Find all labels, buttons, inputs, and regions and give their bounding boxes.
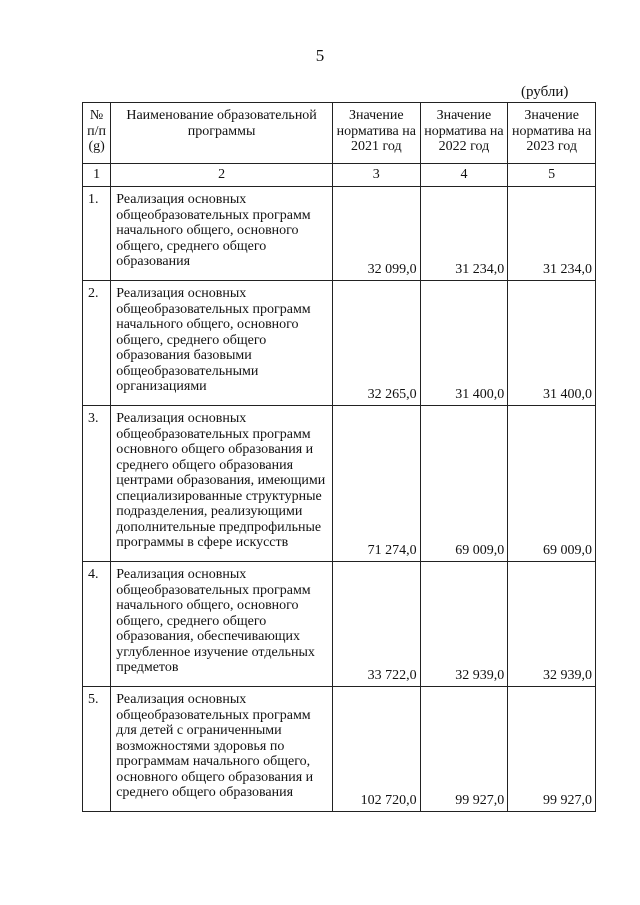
value-2022: 99 927,0 <box>420 687 508 812</box>
table-row <box>83 562 596 687</box>
column-number: 2 <box>111 164 333 187</box>
column-number: 3 <box>332 164 420 187</box>
value-2023: 31 400,0 <box>508 281 596 406</box>
value-2021: 33 722,0 <box>332 562 420 687</box>
value-2022: 32 939,0 <box>420 562 508 687</box>
row-number: 2. <box>83 281 111 406</box>
header-2023: Значение норматива на 2023 год <box>508 103 596 164</box>
column-number: 4 <box>420 164 508 187</box>
program-name: Реализация основных общеобразовательных программ начального общего, основного общего, среднего общего образования базовыми общеобразовательными организациями <box>111 281 333 406</box>
program-name: Реализация основных общеобразовательных программ начального общего, основного общего, среднего общего образования <box>111 187 333 281</box>
program-name: Реализация основных общеобразовательных программ для детей с ограниченными возможностями здоровья по программам начального общего, основного общего образования и среднего общего образования <box>111 687 333 812</box>
program-name: Реализация основных общеобразовательных программ начального общего, основного общего, среднего общего образования, обеспечивающих углубленное изучение отдельных предметов <box>111 562 333 687</box>
row-number: 4. <box>83 562 111 687</box>
value-2021: 71 274,0 <box>332 406 420 562</box>
units-label: (рубли) <box>521 84 569 100</box>
row-number: 1. <box>83 187 111 281</box>
norms-table <box>82 102 596 812</box>
value-2021: 102 720,0 <box>332 687 420 812</box>
value-2022: 69 009,0 <box>420 406 508 562</box>
table-row <box>83 281 596 406</box>
page-number: 5 <box>315 46 325 65</box>
column-number: 5 <box>508 164 596 187</box>
row-number: 5. <box>83 687 111 812</box>
value-2023: 69 009,0 <box>508 406 596 562</box>
header-name: Наименование образовательной программы <box>111 103 333 164</box>
value-2021: 32 099,0 <box>332 187 420 281</box>
value-2023: 99 927,0 <box>508 687 596 812</box>
table-row <box>83 687 596 812</box>
column-number-row <box>83 164 596 187</box>
value-2023: 32 939,0 <box>508 562 596 687</box>
header-row <box>83 103 596 164</box>
value-2022: 31 234,0 <box>420 187 508 281</box>
header-2021: Значение норматива на 2021 год <box>332 103 420 164</box>
value-2023: 31 234,0 <box>508 187 596 281</box>
row-number: 3. <box>83 406 111 562</box>
header-num: № п/п (g) <box>83 103 111 164</box>
program-name: Реализация основных общеобразовательных программ основного общего образования и среднего общего образования центрами образования, имеющими специализированные структурные подразделения, реализующими дополнительные предпрофильные программы в сфере искусств <box>111 406 333 562</box>
header-2022: Значение норматива на 2022 год <box>420 103 508 164</box>
value-2022: 31 400,0 <box>420 281 508 406</box>
table-row <box>83 406 596 562</box>
value-2021: 32 265,0 <box>332 281 420 406</box>
table-row <box>83 187 596 281</box>
column-number: 1 <box>83 164 111 187</box>
